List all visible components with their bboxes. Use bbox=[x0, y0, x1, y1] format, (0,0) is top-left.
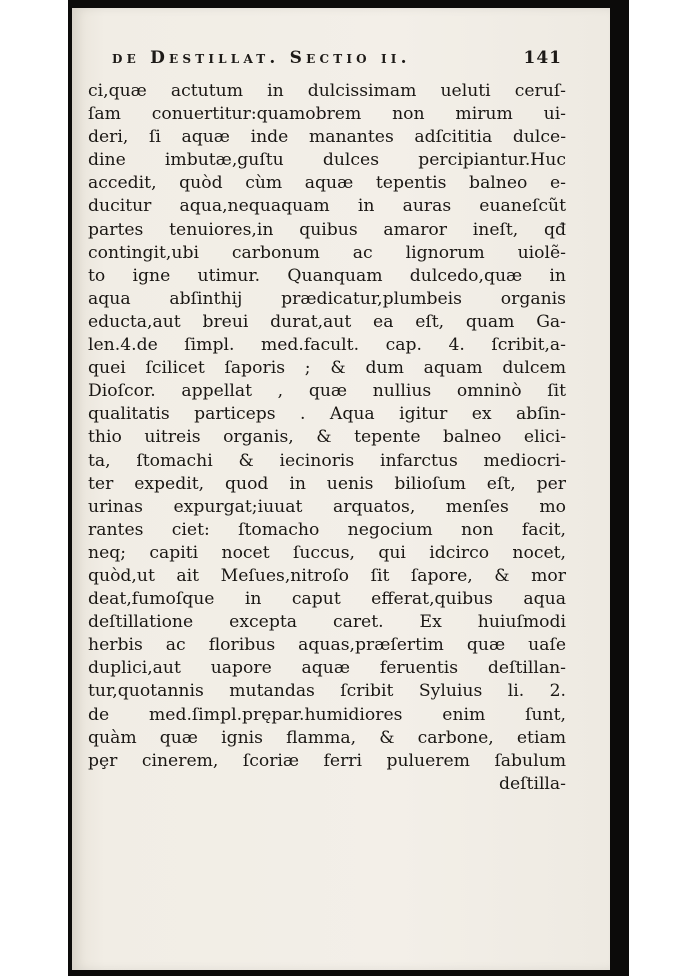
text-line: accedit, quòd cùm aquæ tepentis balneo e- bbox=[88, 173, 566, 194]
text-line: ci,quæ actutum in dulcissimam ueluti ceruſ- bbox=[88, 81, 566, 101]
text-line: duplici,aut uapore aquæ feruentis deſtillan- bbox=[88, 658, 566, 679]
text-line: Dioſcor. appellat , quæ nullius omninò ſit bbox=[88, 381, 566, 402]
text-line: neq; capiti nocet ſuccus, qui idcirco nocet, bbox=[88, 542, 566, 563]
text-line: urinas expurgat;iuuat arquatos, menſes mo bbox=[88, 496, 566, 517]
catchword: deſtilla- bbox=[499, 773, 566, 794]
text-line: ſam conuertitur:quamobrem non mirum ui- bbox=[88, 104, 566, 125]
text-line: aqua abſinthij prædicatur,plumbeis organis bbox=[88, 288, 566, 309]
text-line: deat,fumoſque in caput efferat,quibus aqua bbox=[88, 589, 566, 610]
text-line: quòd,ut ait Meſues,nitroſo ſit ſapore, & mor bbox=[88, 565, 566, 586]
text-line: quei ſcilicet ſaporis ; & dum aquam dulcem bbox=[88, 358, 566, 379]
text-line: deri, ſi aquæ inde manantes adſcititia dulce- bbox=[88, 127, 566, 148]
text-line: ta, ſtomachi & iecinoris infarctus mediocri- bbox=[88, 450, 566, 471]
text-line: contingit,ubi carbonum ac lignorum uiolẽ- bbox=[88, 242, 566, 263]
text-line: qualitatis particeps . Aqua igitur ex abſin- bbox=[88, 404, 566, 425]
text-line: thio uitreis organis, & tepente balneo elici- bbox=[88, 427, 566, 448]
page-number: 141 bbox=[523, 48, 562, 68]
text-line: pȩr cinerem, ſcoriæ ferri puluerem ſabulum bbox=[88, 750, 566, 771]
book-page bbox=[72, 8, 610, 970]
text-line: educta,aut breui durat,aut ea eſt, quam Ga- bbox=[88, 311, 566, 332]
text-line: quàm quæ ignis flamma, & carbone, etiam bbox=[88, 727, 566, 748]
body-text bbox=[88, 80, 566, 796]
running-title: de Destillat. Sectio ii. bbox=[112, 48, 411, 68]
text-line: len.4.de ſimpl. med.facult. cap. 4. ſcribit,a- bbox=[88, 335, 566, 356]
text-line: to igne utimur. Quanquam dulcedo,quæ in bbox=[88, 265, 566, 286]
text-line: ter expedit, quod in uenis bilioſum eſt, per bbox=[88, 473, 566, 494]
text-line: partes tenuiores,in quibus amaror ineſt, qđ bbox=[88, 219, 566, 240]
text-line: rantes ciet: ſtomacho negocium non facit, bbox=[88, 519, 566, 540]
text-line: deſtillatione excepta caret. Ex huiuſmodi bbox=[88, 612, 566, 633]
text-line: dine imbutæ,guſtu dulces percipiantur.Huc bbox=[88, 150, 566, 171]
text-line: tur,quotannis mutandas ſcribit Syluius li. 2. bbox=[88, 681, 566, 702]
text-line: herbis ac floribus aquas,præſertim quæ uaſe bbox=[88, 635, 566, 656]
text-line: de med.ſimpl.prępar.humidiores enim ſunt, bbox=[88, 704, 566, 725]
text-line: ducitur aqua,nequaquam in auras euaneſcũt bbox=[88, 196, 566, 217]
running-header bbox=[112, 48, 562, 68]
